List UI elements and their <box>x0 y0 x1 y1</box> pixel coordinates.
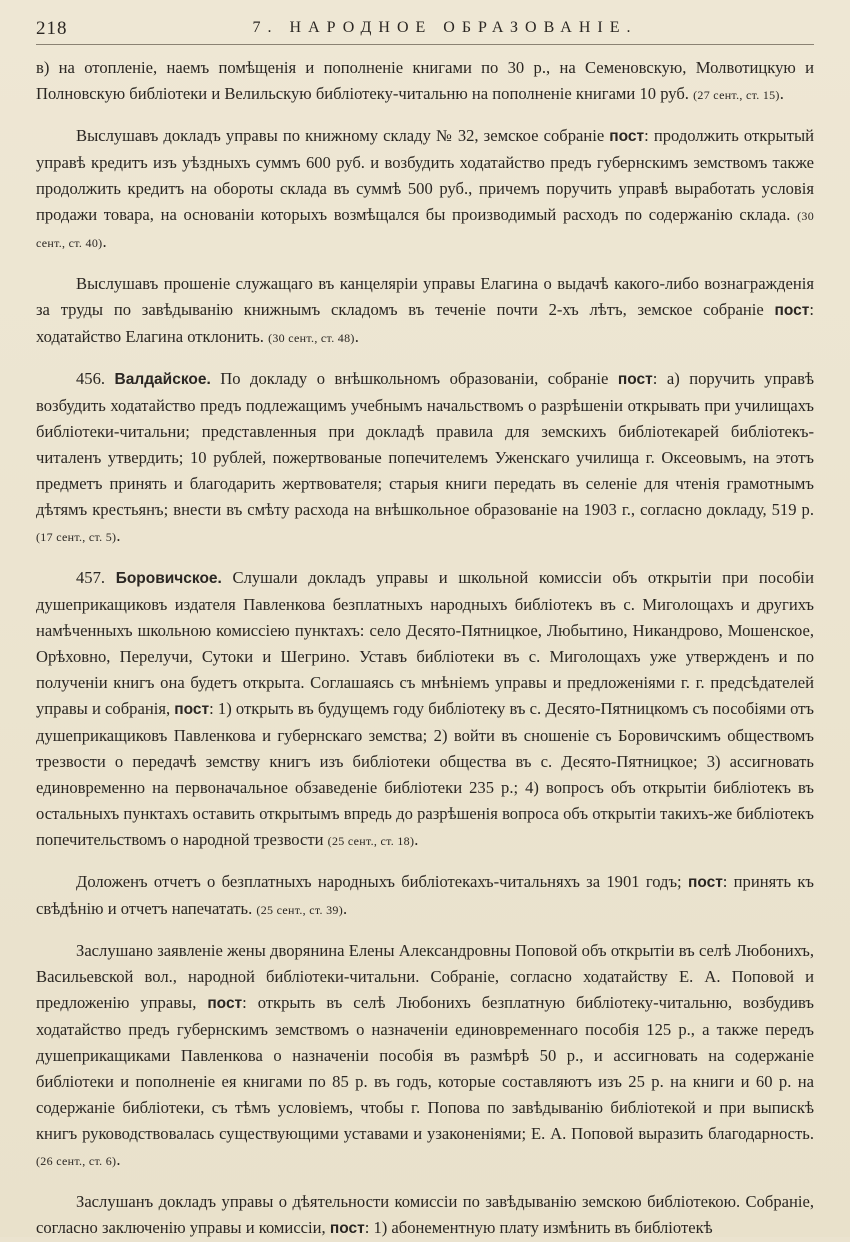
running-title: 7. НАРОДНОЕ ОБРАЗОВАНІЕ. <box>252 19 638 36</box>
bold-term: пост <box>774 302 810 319</box>
bold-term: пост <box>207 995 243 1012</box>
text-run: . <box>343 899 348 918</box>
text-run: : открыть въ селѣ Любонихъ безплатную библіотеку-читальню, возбудивъ ходатайство предъ губернскимъ земствомъ о назначеніи единовременнаго пособія 125 р., а также передъ душеприкащиками Павленкова о назначеніи пособія въ размѣрѣ 50 р., и ассигновать на содержаніе библіотеки и пополненіе ея книгами по 85 р. въ годъ, которые составляютъ изъ 25 р. на книги и 60 р. на содержаніе библіотеки, съ тѣмъ условіемъ, чтобы г. Попова по завѣдыванію библіотекой и при выпискѣ книгъ руководствовалась существующими уставами и узаконеніями; Е. А. Поповой выразить благодарность. <box>36 993 814 1143</box>
text-run: Заслушанъ докладъ управы о дѣятельности комиссіи по завѣдыванію земскою библіотекою. Собраніе, согласно заключенію управы и комиссіи, <box>36 1192 814 1237</box>
text-run: : ходатайство Елагина отклонить. <box>36 300 814 346</box>
text-run: . <box>116 1150 121 1169</box>
text-run: . <box>414 830 419 849</box>
paragraph-p2 <box>36 123 814 256</box>
bold-term: пост <box>609 128 645 145</box>
text-run: : принять къ свѣдѣнію и отчетъ напечатать. <box>36 872 814 918</box>
text-run: : продолжить открытый управѣ кредитъ изъ уѣздныхъ суммъ 600 руб. и возбудить ходатайство предъ губернскимъ земствомъ также продолжить кредитъ на обороты склада въ суммѣ 500 руб., причемъ поручить управѣ выработать условія продажи товара, на основаніи которыхъ возмѣщался бы производимый расходъ по содержанію склада. <box>36 126 814 224</box>
bold-term: пост <box>687 874 723 891</box>
text-run: : 1) открыть въ будущемъ году библіотеку въ с. Десято-Пятницкомъ съ пособіями отъ душеприкащиковъ Павленкова и губернскаго земства; 2) войти въ сношеніе съ Боровичскимъ обществомъ трезвости о передачѣ земству книгъ изъ библіотеки общества въ с. Десято-Пятницкое; 3) ассигновать единовременно на первоначальное обзаведеніе библіотеки 235 р.; 4) вопросъ объ открытіи библіотекъ въ остальныхъ пунктахъ оставить открытымъ впредь до разрѣшенія вопроса объ открытіи такихъ-же библіотекъ попечительствомъ о народной трезвости <box>36 699 815 849</box>
text-run: : а) поручить управѣ возбудить ходатайство предъ подлежащимъ учебнымъ начальствомъ о разрѣшеніи открывать при училищахъ библіотеки-читальни; представленныя при докладѣ правила для земскихъ библіотекарей библіотекъ-читаленъ утвердить; 10 рублей, пожертвованые попечителемъ Уженскаго училища г. Оксеовымъ, на этотъ предметъ принять и благодарить жертвователя; старыя книги передать въ селеніе для чтенія грамотнымъ дѣтямъ крестьянъ; внести въ смѣту расхода на внѣшкольное образованіе на 1903 г., согласно докладу, 519 р. <box>36 369 814 519</box>
text-run: Выслушавъ докладъ управы по книжному складу № 32, земское собраніе <box>76 126 610 145</box>
citation-ref: (25 сент., ст. 18) <box>327 834 415 848</box>
paragraph-p5 <box>36 565 814 854</box>
bold-term: Боровичское. <box>115 570 222 587</box>
citation-ref: (25 сент., ст. 39) <box>256 903 344 917</box>
text-run: Доложенъ отчетъ о безплатныхъ народныхъ библіотекахъ-читальняхъ за 1901 годъ; <box>76 872 688 891</box>
page-number: 218 <box>36 18 68 39</box>
bold-term: пост <box>329 1220 365 1237</box>
bold-term: пост <box>617 371 653 388</box>
text-run: в) на отопленіе, наемъ помѣщенія и пополненіе книгами по 30 р., на Семеновскую, Молвотицкую и Полновскую библіотеки и Велильскую библіотеку-читальню на пополненіе книгами 10 руб. <box>36 58 814 103</box>
text-run: . <box>354 327 359 346</box>
citation-ref: (30 сент., ст. 40) <box>36 209 814 250</box>
paragraph-p6 <box>36 869 814 923</box>
bold-term: Валдайское. <box>114 371 211 388</box>
text-run: . <box>779 84 784 103</box>
text-run: 457. <box>76 568 116 587</box>
bold-term: пост <box>174 701 210 718</box>
text-run: . <box>116 526 121 545</box>
paragraph-p8 <box>36 1189 814 1242</box>
paragraph-p3 <box>36 271 814 351</box>
text-run: Заслушано заявленіе жены дворянина Елены Александровны Поповой объ открытіи въ селѣ Любонихъ, Васильевской вол., народной библіотеки-читальни. Собраніе, согласно ходатайству Е. А. Поповой и предложенію управы, <box>36 941 814 1012</box>
text-run: 456. <box>76 369 115 388</box>
citation-ref: (30 сент., ст. 48) <box>268 331 355 345</box>
text-run: . <box>102 232 107 251</box>
page-header <box>36 14 814 45</box>
text-run: : 1) абонементную плату измѣнить въ библіотекѣ <box>364 1218 713 1237</box>
paragraph-p7 <box>36 938 814 1174</box>
citation-ref: (17 сент., ст. 5) <box>36 530 117 544</box>
paragraph-p4 <box>36 366 814 550</box>
citation-ref: (26 сент., ст. 6) <box>36 1154 117 1168</box>
paragraph-p1 <box>36 55 814 108</box>
text-run: Слушали докладъ управы и школьной комиссіи объ открытіи при пособіи душеприкащиковъ издателя Павленкова безплатныхъ народныхъ библіотекъ въ с. Миголощахъ и другихъ намѣченныхъ школьною комиссіею пунктахъ: село Десято-Пятницкое, Любытино, Никандрово, Мошенское, Орѣховно, Перелучи, Сутоки и Шегрино. Уставъ библіотеки въ с. Миголощахъ уже утвержденъ и по полученіи книгъ она будетъ открыта. Соглашаясь съ мнѣніемъ управы и предложеніями г. г. предсѣдателей управы и собранія, <box>36 568 815 718</box>
text-run: По докладу о внѣшкольномъ образованіи, собраніе <box>210 369 618 388</box>
citation-ref: (27 сент., ст. 15) <box>693 88 780 102</box>
body-text <box>36 55 814 1242</box>
text-run: Выслушавъ прошеніе служащаго въ канцеляріи управы Елагина о выдачѣ какого-либо вознагражденія за труды по завѣдыванію книжнымъ складомъ въ теченіе почти 2-хъ лѣтъ, земское собраніе <box>36 274 814 319</box>
